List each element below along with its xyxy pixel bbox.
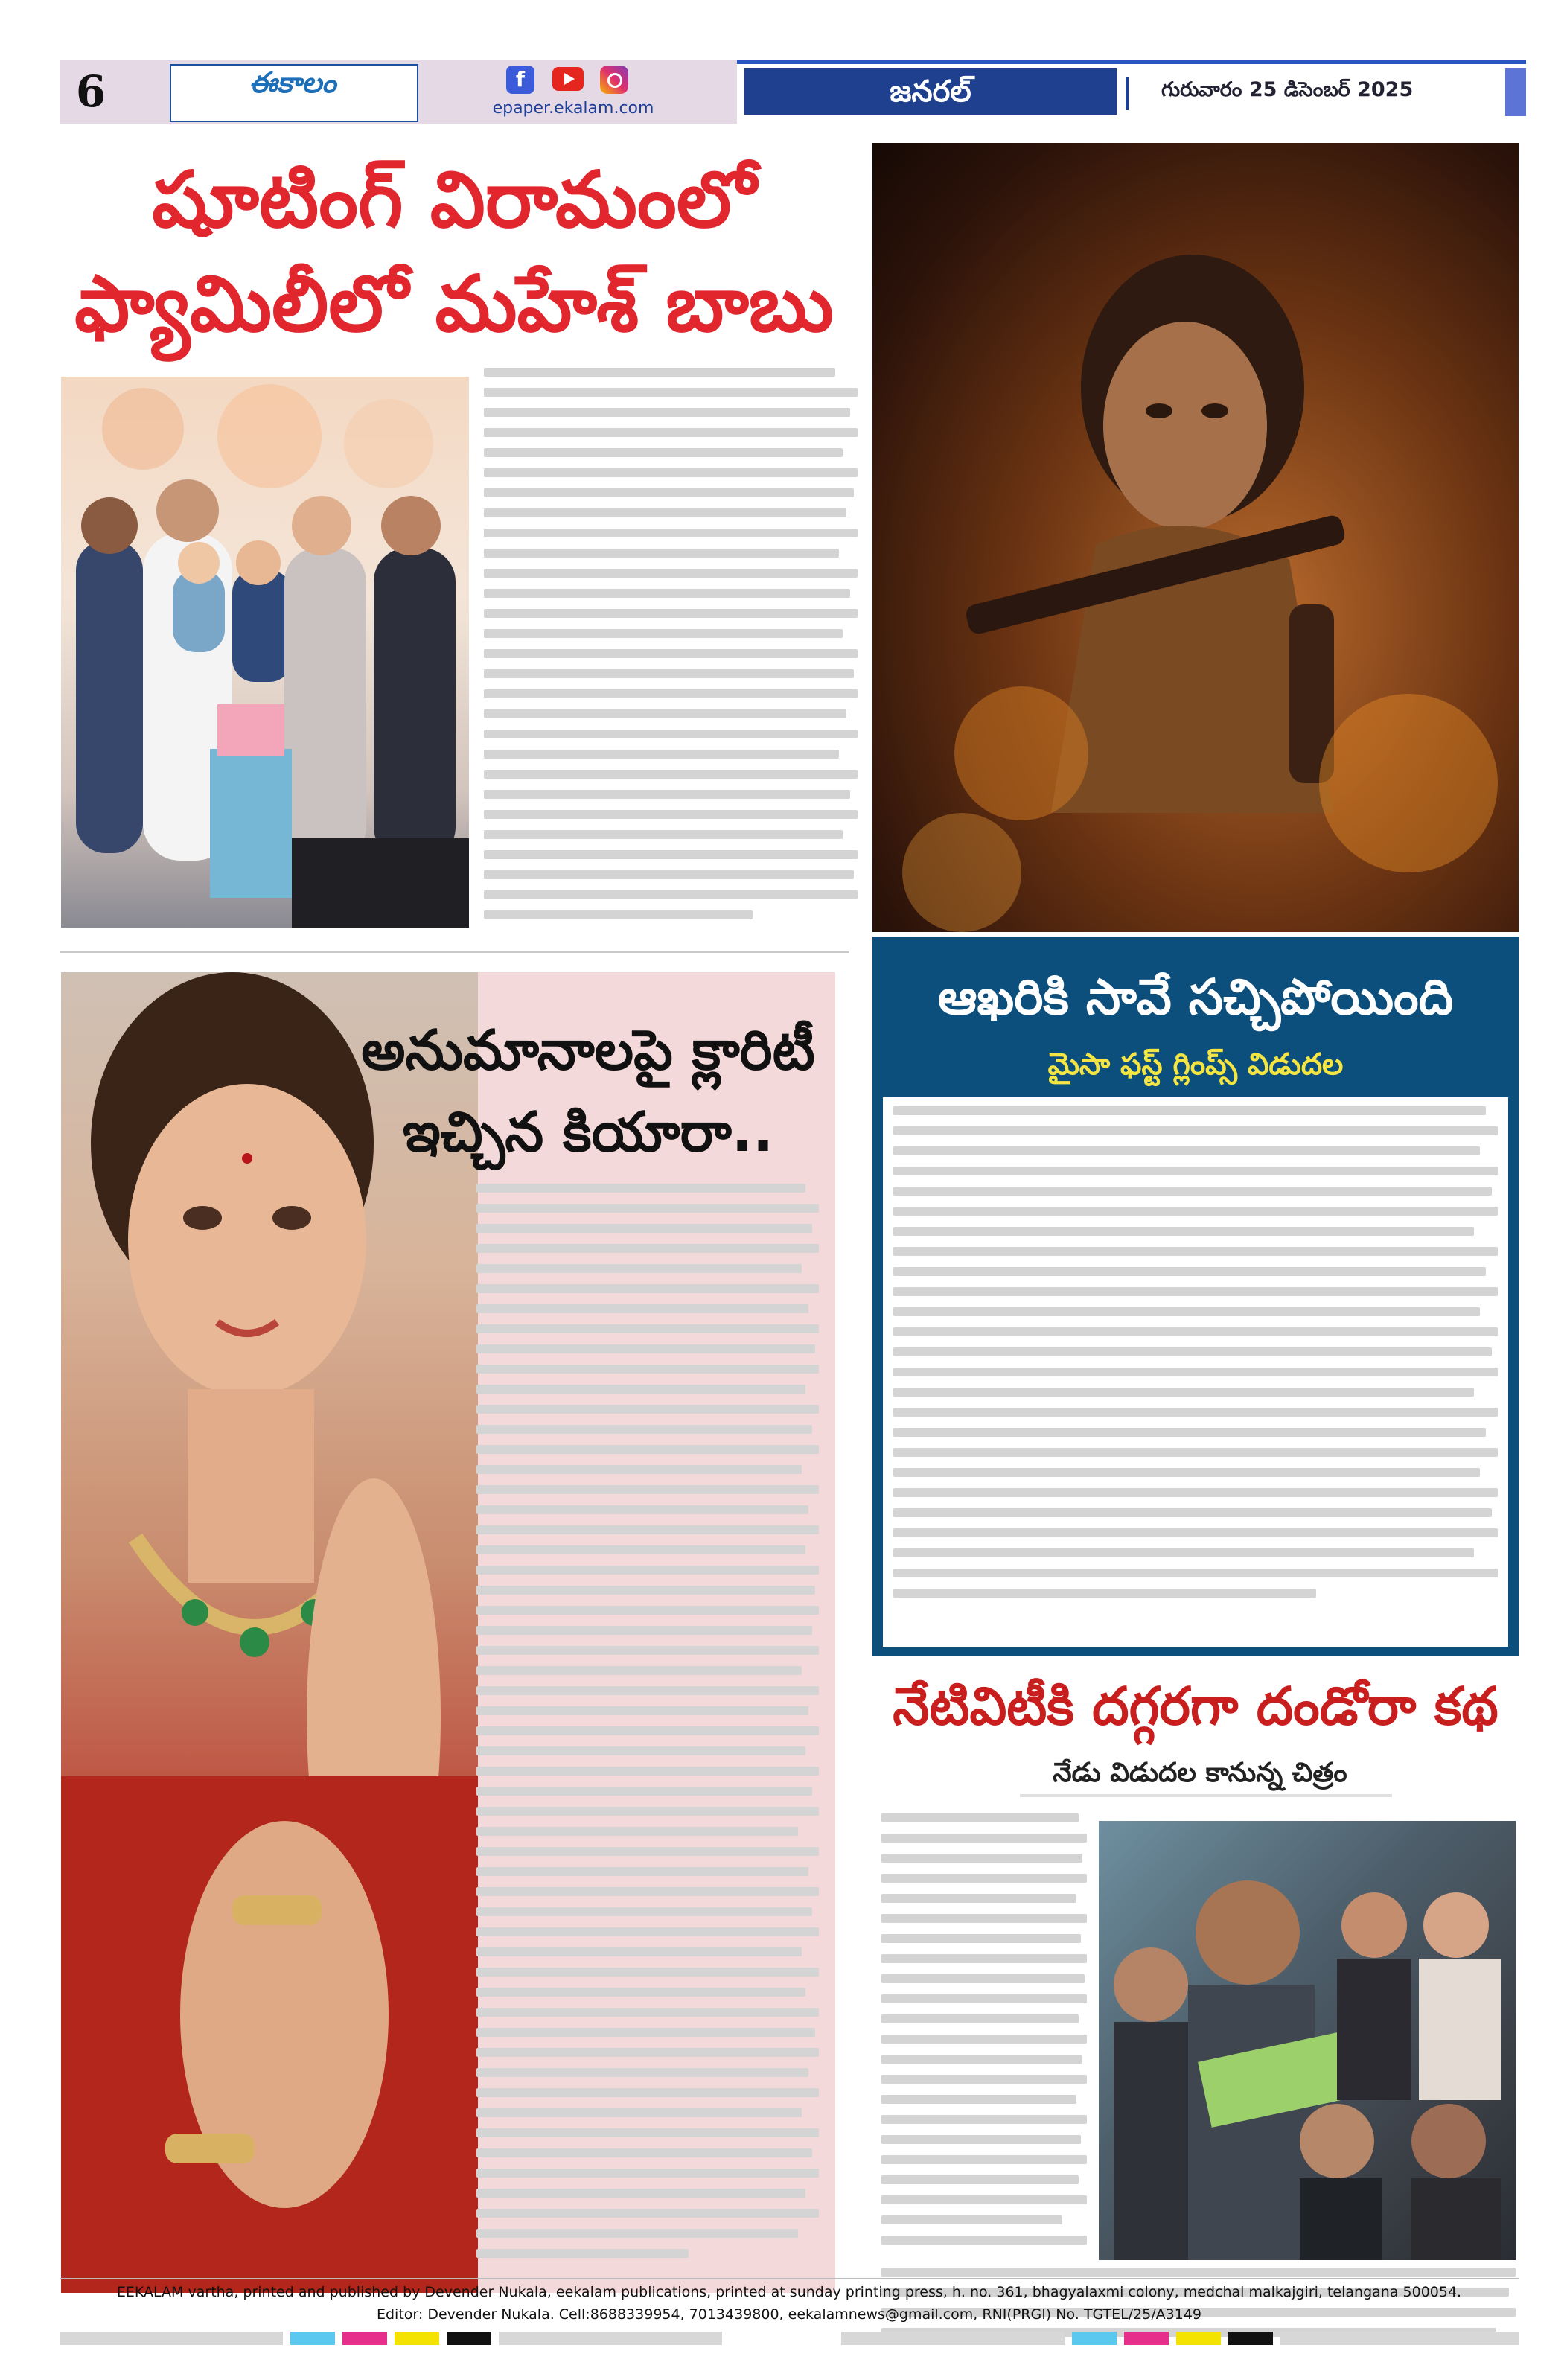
- facebook-icon[interactable]: f: [506, 66, 534, 94]
- registration-bar: [499, 2332, 722, 2345]
- registration-swatch-yellow: [1176, 2332, 1221, 2345]
- registration-bar: [60, 2332, 283, 2345]
- footer-imprint: EEKALAM vartha, printed and published by Devender Nukala, eekalam publications, printed at sunday printing press, h. no. 361, bhagyalaxmi colony, medchal malkajgiri, telangana 500054.: [116, 2284, 1462, 2300]
- section-label: జనరల్: [744, 68, 1117, 115]
- footer-editor-line: Editor: Devender Nukala. Cell:8688339954, 7013439800, eekalamnews@gmail.com, RNI(PRGI) No. TGTEL/25/A3149: [376, 2306, 1202, 2323]
- dandora-cast-illustration: [1099, 1821, 1516, 2260]
- page-number: 6: [75, 66, 106, 117]
- column-rule: [60, 951, 849, 953]
- issue-date: గురువారం 25 డిసెంబర్ 2025: [1161, 78, 1414, 101]
- registration-swatch-magenta: [342, 2332, 387, 2345]
- article-2-headline-line-1: అనుమానాలపై క్లారిటీ: [361, 1018, 815, 1082]
- registration-bar: [1280, 2332, 1519, 2345]
- article-3-subhead: మైసా ఫస్ట్ గ్లింప్స్ విడుదల: [1047, 1047, 1344, 1082]
- epaper-url-link[interactable]: epaper.ekalam.com: [492, 99, 654, 118]
- corner-accent: [1505, 68, 1526, 116]
- maisa-poster-photo: [872, 143, 1519, 932]
- subhead-rule: [1020, 1794, 1392, 1797]
- footer-rule: [60, 2278, 1519, 2279]
- section-divider: [1126, 77, 1129, 110]
- logo-wordmark: ఈకాలం: [249, 66, 336, 99]
- registration-bar: [841, 2332, 1065, 2345]
- dandora-cast-photo: [1099, 1821, 1516, 2260]
- article-4-body-left: [881, 1813, 1087, 2260]
- logo-tagline: [176, 100, 409, 116]
- maisa-poster-illustration: [872, 143, 1519, 932]
- registration-swatch-cyan: [1072, 2332, 1117, 2345]
- article-1-headline-line-2: ఫ్యామిలీలో మహేశ్ బాబు: [74, 258, 834, 349]
- registration-swatch-magenta: [1124, 2332, 1169, 2345]
- article-3-headline: ఆఖరికి సావే సచ్చిపోయింది: [937, 969, 1454, 1026]
- article-2-body: [476, 1184, 819, 2271]
- family-photo-illustration: [61, 377, 469, 928]
- article-2-headline-line-2: ఇచ్చిన కియారా..: [402, 1100, 774, 1164]
- instagram-icon[interactable]: [600, 66, 628, 94]
- article-4-headline: నేటివిటీకి దగ్గరగా దండోరా కథ: [893, 1676, 1499, 1737]
- article-2-headline: [342, 1009, 834, 1173]
- article-1-headline-line-1: షూటింగ్ విరామంలో: [152, 154, 756, 245]
- registration-swatch-yellow: [395, 2332, 439, 2345]
- registration-swatch-cyan: [290, 2332, 335, 2345]
- family-photo: [61, 377, 469, 928]
- registration-swatch-black: [447, 2332, 491, 2345]
- youtube-icon[interactable]: [552, 67, 584, 91]
- article-3-body: [893, 1106, 1498, 1638]
- registration-swatch-black: [1228, 2332, 1273, 2345]
- article-4-subhead: నేడు విడుదల కానున్న చిత్రం: [1053, 1758, 1347, 1788]
- article-1-body: [484, 368, 858, 934]
- article-1-headline: [60, 147, 849, 371]
